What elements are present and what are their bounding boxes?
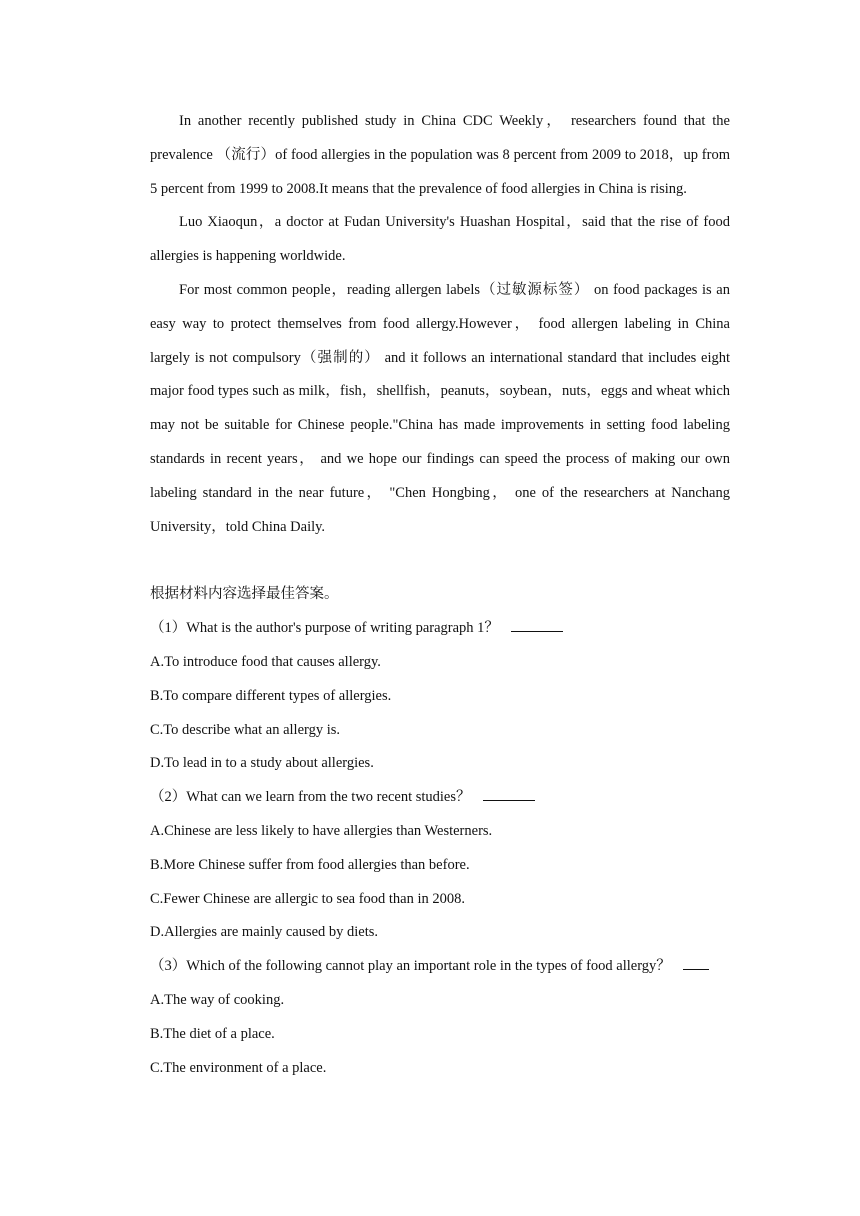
question-1-option-d: D.To lead in to a study about allergies. xyxy=(150,755,374,772)
passage-paragraph-2: Luo Xiaoqun，a doctor at Fudan University's Huashan Hospital，said that the rise of food allergies is happening worldwide. xyxy=(150,214,730,265)
question-1-option-a: A.To introduce food that causes allergy. xyxy=(150,653,381,670)
question-2-option-d: D.Allergies are mainly caused by diets. xyxy=(150,924,379,941)
question-2-text: （2）What can we learn from the two recent studies？ xyxy=(150,789,471,806)
question-2-stem xyxy=(150,781,730,815)
question-1-option-b: B.To compare different types of allergies. xyxy=(150,687,392,704)
question-2-option-c: C.Fewer Chinese are allergic to sea food than in 2008. xyxy=(150,890,466,907)
question-1-option-c: C.To describe what an allergy is. xyxy=(150,721,340,738)
question-3-option-a: A.The way of cooking. xyxy=(150,991,285,1008)
instruction-text: 根据材料内容选择最佳答案。 xyxy=(150,586,339,603)
question-2-option-a: A.Chinese are less likely to have allergies than Westerners. xyxy=(150,822,493,839)
question-3-option-b: B.The diet of a place. xyxy=(150,1025,275,1042)
answer-blank-2 xyxy=(483,799,535,801)
answer-blank-1 xyxy=(511,630,563,632)
passage-paragraph-1: In another recently published study in China CDC Weekly， researchers found that the prevalence （流行）of food allergies in the population was 8 percent from 2009 to 2018，up from 5 percent from 1999 to 2008.It means that the prevalence of food allergies in China is rising. xyxy=(150,113,730,197)
passage-paragraph-3: For most common people，reading allergen labels（过敏源标签） on food packages is an easy way to protect themselves from food allergy.However， food allergen labeling in China largely is not compulsory（强制的） and it follows an international standard that includes eight major food types such as milk，fish，shellfish，peanuts，soybean，nuts，eggs and wheat which may not be suitable for Chinese people."China has made improvements in setting food labeling standards in recent years， and we hope our findings can speed the process of making our own labeling standard in the near future， "Chen Hongbing， one of the researchers at Nanchang University，told China Daily. xyxy=(150,281,730,535)
question-3-text: （3）Which of the following cannot play an important role in the types of food allergy？ xyxy=(150,958,671,975)
document-page xyxy=(150,105,730,1085)
answer-blank-3 xyxy=(683,968,709,970)
question-1-text: （1）What is the author's purpose of writing paragraph 1？ xyxy=(150,620,499,637)
question-1-stem xyxy=(150,612,730,646)
question-2-option-b: B.More Chinese suffer from food allergies than before. xyxy=(150,856,470,873)
question-3-stem xyxy=(150,950,730,984)
question-3-option-c: C.The environment of a place. xyxy=(150,1059,327,1076)
section-gap xyxy=(150,544,730,578)
